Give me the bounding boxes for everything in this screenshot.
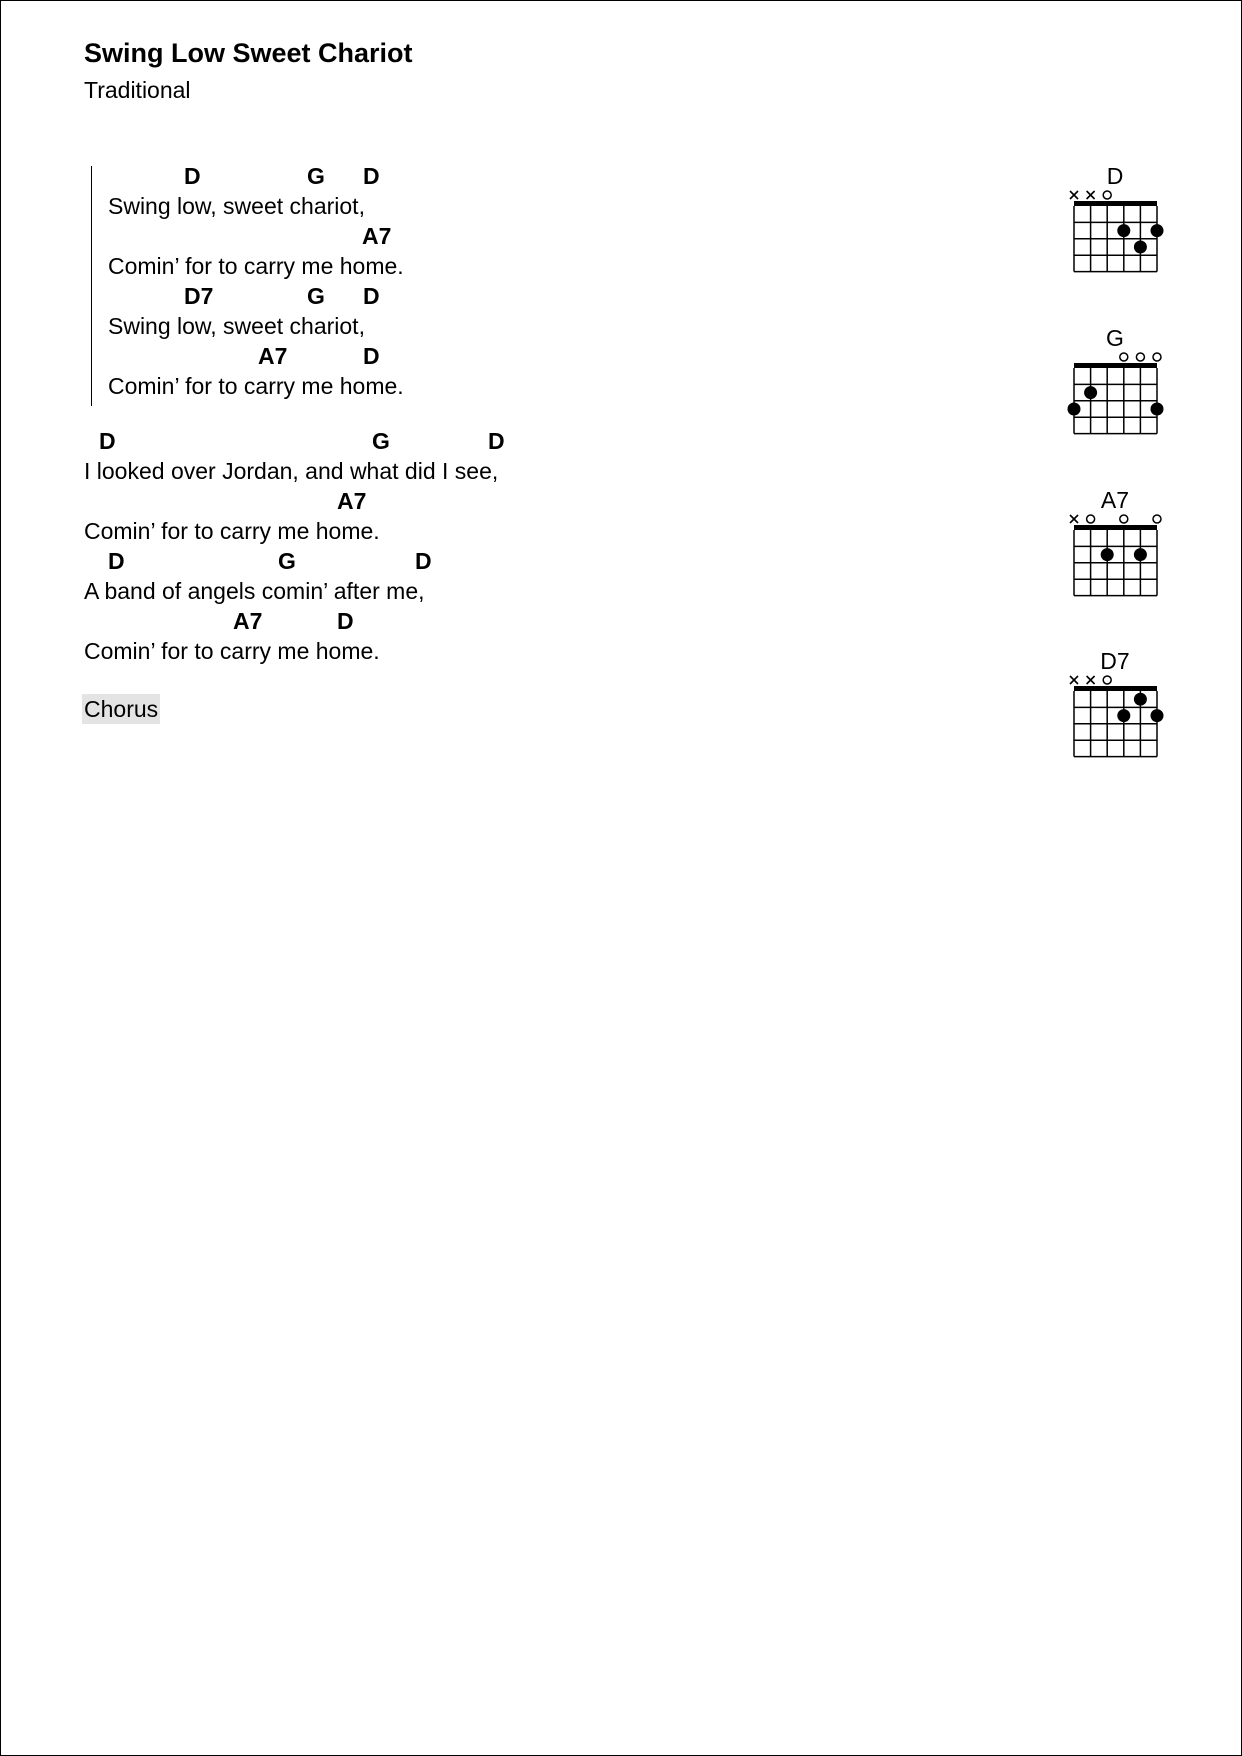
- chord-label: G: [372, 428, 390, 454]
- chord-label: D: [184, 163, 201, 189]
- chord-label: D: [363, 343, 380, 369]
- chord-diagram-a7: [1060, 510, 1170, 606]
- muted-string-marker: [1070, 515, 1078, 523]
- open-string-marker: [1087, 515, 1095, 523]
- finger-dot: [1151, 709, 1164, 722]
- lyric-line: Comin’ for to carry me home.: [84, 518, 380, 544]
- muted-string-marker: [1070, 191, 1078, 199]
- nut: [1074, 686, 1157, 691]
- muted-string-marker: [1070, 676, 1078, 684]
- song-subtitle: Traditional: [84, 77, 191, 103]
- finger-dot: [1151, 224, 1164, 237]
- chord-label: A7: [233, 608, 263, 634]
- chord-label: A7: [337, 488, 367, 514]
- open-string-marker: [1153, 353, 1161, 361]
- chord-label: G: [307, 163, 325, 189]
- chord-label: D: [363, 283, 380, 309]
- open-string-marker: [1120, 515, 1128, 523]
- finger-dot: [1134, 693, 1147, 706]
- chorus-bar: [91, 166, 92, 406]
- chord-diagram-name: A7: [1100, 487, 1130, 513]
- chord-label: G: [307, 283, 325, 309]
- lyric-line: Comin’ for to carry me home.: [108, 253, 404, 279]
- lyric-line: Swing low, sweet chariot,: [108, 193, 365, 219]
- open-string-marker: [1103, 676, 1111, 684]
- chord-diagram-name: D: [1106, 163, 1124, 189]
- chord-label: D: [363, 163, 380, 189]
- nut: [1074, 201, 1157, 206]
- chord-label: D: [415, 548, 432, 574]
- muted-string-marker: [1087, 676, 1095, 684]
- chord-label: G: [278, 548, 296, 574]
- chord-diagram-d7: [1060, 671, 1170, 767]
- finger-dot: [1134, 548, 1147, 561]
- finger-dot: [1068, 403, 1081, 416]
- finger-dot: [1101, 548, 1114, 561]
- open-string-marker: [1153, 515, 1161, 523]
- chord-diagram-d: [1060, 186, 1170, 282]
- chord-label: D: [99, 428, 116, 454]
- finger-dot: [1151, 403, 1164, 416]
- chord-diagram-name: D7: [1100, 648, 1130, 674]
- open-string-marker: [1136, 353, 1144, 361]
- finger-dot: [1117, 224, 1130, 237]
- lyric-line: I looked over Jordan, and what did I see,: [84, 458, 499, 484]
- chord-label: D: [488, 428, 505, 454]
- open-string-marker: [1103, 191, 1111, 199]
- muted-string-marker: [1087, 191, 1095, 199]
- nut: [1074, 525, 1157, 530]
- chord-label: D: [337, 608, 354, 634]
- finger-dot: [1117, 709, 1130, 722]
- chord-label: D7: [184, 283, 214, 309]
- nut: [1074, 363, 1157, 368]
- chord-diagram-g: [1060, 348, 1170, 444]
- open-string-marker: [1120, 353, 1128, 361]
- chord-label: D: [108, 548, 125, 574]
- chord-diagram-name: G: [1106, 325, 1124, 351]
- lyric-line: A band of angels comin’ after me,: [84, 578, 425, 604]
- chorus-reference-tag: Chorus: [84, 696, 159, 722]
- finger-dot: [1134, 241, 1147, 254]
- song-title: Swing Low Sweet Chariot: [84, 38, 413, 68]
- chord-label: A7: [258, 343, 288, 369]
- chord-label: A7: [362, 223, 392, 249]
- lyric-line: Comin’ for to carry me home.: [108, 373, 404, 399]
- finger-dot: [1084, 386, 1097, 399]
- lyric-line: Swing low, sweet chariot,: [108, 313, 365, 339]
- lyric-line: Comin’ for to carry me home.: [84, 638, 380, 664]
